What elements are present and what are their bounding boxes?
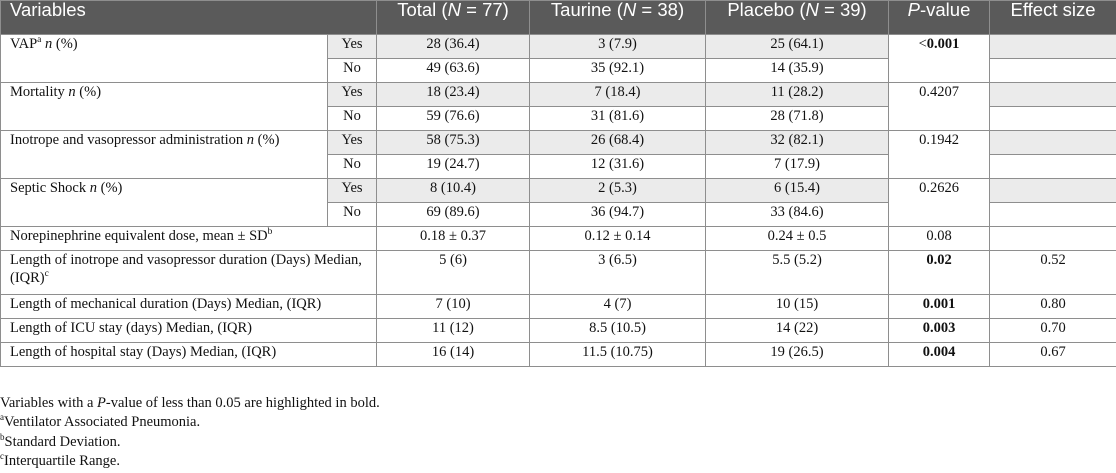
footnote-c: $^c$Interquartile Range.: [0, 451, 120, 469]
header-effect-size: Effect size: [990, 1, 1116, 35]
variable-label: [1, 319, 377, 343]
level-cell: No: [328, 59, 377, 83]
percent-suffix: (%): [52, 36, 78, 52]
placebo-cell: 19 (26.5): [706, 343, 889, 367]
variable-name: Mortality: [10, 84, 69, 100]
table-row: [1, 131, 1116, 155]
placebo-cell: 28 (71.8): [706, 107, 889, 131]
taurine-cell: 7 (18.4): [530, 83, 706, 107]
placebo-cell: 33 (84.6): [706, 203, 889, 227]
total-cell: 19 (24.7): [377, 155, 530, 179]
n-label: n: [68, 84, 76, 100]
p-value-cell: 0.02: [889, 251, 990, 295]
total-cell: 59 (76.6): [377, 107, 530, 131]
table-row: [1, 343, 1116, 367]
footnotes: [0, 394, 1110, 471]
taurine-cell: 4 (7): [530, 295, 706, 319]
p-value-cell: 0.003: [889, 319, 990, 343]
total-cell: 49 (63.6): [377, 59, 530, 83]
footnote-a: $^a$Ventilator Associated Pneumonia.: [0, 412, 201, 431]
effect-size-cell: 0.70: [990, 319, 1116, 343]
header-variables: Variables: [1, 1, 377, 35]
total-cell: 58 (75.3): [377, 131, 530, 155]
level-cell: No: [328, 107, 377, 131]
variable-name: Septic Shock: [10, 180, 90, 196]
taurine-cell: 35 (92.1): [530, 59, 706, 83]
level-cell: Yes: [328, 83, 377, 107]
header-p-value: P-value: [889, 1, 990, 35]
effect-size-cell: [990, 107, 1116, 131]
total-cell: 5 (6): [377, 251, 530, 295]
p-value: 0.1942: [919, 132, 959, 148]
p-value: 0.4207: [919, 84, 959, 100]
total-cell: 11 (12): [377, 319, 530, 343]
footnote-bold-note: Variables with a P-value of less than 0.05 are highlighted in bold.: [0, 395, 380, 411]
effect-size-cell: [990, 203, 1116, 227]
footnote-marker: c: [44, 269, 49, 280]
level-cell: Yes: [328, 179, 377, 203]
placebo-cell: 0.24 ± 0.5: [706, 227, 889, 251]
p-value-cell: 0.08: [889, 227, 990, 251]
taurine-cell: 3 (7.9): [530, 35, 706, 59]
table-row: [1, 295, 1116, 319]
total-cell: 18 (23.4): [377, 83, 530, 107]
percent-suffix: (%): [97, 180, 123, 196]
taurine-cell: 2 (5.3): [530, 179, 706, 203]
level-cell: Yes: [328, 35, 377, 59]
header-row: [1, 1, 1116, 35]
variable-label: [1, 343, 377, 367]
variable-name: Norepinephrine equivalent dose, mean ± SD: [10, 228, 268, 244]
p-value-prefix: <: [918, 36, 927, 52]
footnote-marker: b: [267, 227, 273, 238]
table-row: [1, 83, 1116, 107]
variable-name: Length of ICU stay (days) Median, (IQR): [10, 320, 253, 336]
variable-name: VAP: [10, 36, 38, 52]
taurine-cell: 11.5 (10.75): [530, 343, 706, 367]
percent-suffix: (%): [75, 84, 102, 100]
variable-name: Length of inotrope and vasopressor duration (Days) Median, (IQR): [10, 252, 362, 286]
taurine-cell: 26 (68.4): [530, 131, 706, 155]
variable-label: [1, 83, 328, 131]
table-row: [1, 319, 1116, 343]
n-label: n: [246, 132, 255, 148]
total-cell: 7 (10): [377, 295, 530, 319]
table-row: [1, 251, 1116, 295]
effect-size-cell: [990, 179, 1116, 203]
placebo-cell: 25 (64.1): [706, 35, 889, 59]
variable-label: [1, 295, 377, 319]
taurine-cell: 8.5 (10.5): [530, 319, 706, 343]
effect-size-cell: [990, 59, 1116, 83]
effect-size-cell: [990, 227, 1116, 251]
variable-label: [1, 179, 328, 227]
n-label: n: [44, 36, 53, 52]
placebo-cell: 14 (35.9): [706, 59, 889, 83]
effect-size-cell: 0.52: [990, 251, 1116, 295]
total-cell: 28 (36.4): [377, 35, 530, 59]
level-cell: No: [328, 155, 377, 179]
placebo-cell: 5.5 (5.2): [706, 251, 889, 295]
table-row: [1, 35, 1116, 59]
placebo-cell: 14 (22): [706, 319, 889, 343]
effect-size-cell: 0.67: [990, 343, 1116, 367]
p-value-cell: [889, 131, 990, 179]
table-row: [1, 227, 1116, 251]
table-body: [1, 35, 1116, 367]
variable-name: Inotrope and vasopressor administration: [10, 132, 247, 148]
effect-size-cell: [990, 131, 1116, 155]
footnote-marker: a: [37, 35, 42, 46]
header-total: Total (N = 77): [377, 1, 530, 35]
variable-name: Length of hospital stay (Days) Median, (IQR): [10, 344, 277, 360]
placebo-cell: 10 (15): [706, 295, 889, 319]
variable-label: [1, 251, 377, 295]
p-value-cell: [889, 35, 990, 83]
p-value-cell: [889, 179, 990, 227]
total-cell: 8 (10.4): [377, 179, 530, 203]
effect-size-cell: [990, 155, 1116, 179]
header-taurine: Taurine (N = 38): [530, 1, 706, 35]
variable-name: Length of mechanical duration (Days) Median, (IQR): [10, 296, 322, 312]
percent-suffix: (%): [254, 132, 280, 148]
placebo-cell: 11 (28.2): [706, 83, 889, 107]
p-value-cell: 0.001: [889, 295, 990, 319]
taurine-cell: 12 (31.6): [530, 155, 706, 179]
total-cell: 69 (89.6): [377, 203, 530, 227]
footnote-b: $^b$Standard Deviation.: [0, 431, 121, 450]
p-value-cell: [889, 83, 990, 131]
taurine-cell: 3 (6.5): [530, 251, 706, 295]
placebo-cell: 7 (17.9): [706, 155, 889, 179]
taurine-cell: 0.12 ± 0.14: [530, 227, 706, 251]
variable-label: [1, 227, 377, 251]
p-value: 0.2626: [919, 180, 959, 196]
taurine-cell: 31 (81.6): [530, 107, 706, 131]
n-label: n: [89, 180, 97, 196]
variable-label: [1, 131, 328, 179]
level-cell: Yes: [328, 131, 377, 155]
effect-size-cell: [990, 83, 1116, 107]
p-value: 0.001: [926, 36, 960, 52]
p-value-cell: 0.004: [889, 343, 990, 367]
level-cell: No: [328, 203, 377, 227]
taurine-cell: 36 (94.7): [530, 203, 706, 227]
total-cell: 0.18 ± 0.37: [377, 227, 530, 251]
placebo-cell: 6 (15.4): [706, 179, 889, 203]
placebo-cell: 32 (82.1): [706, 131, 889, 155]
table-row: [1, 179, 1116, 203]
effect-size-cell: [990, 35, 1116, 59]
variable-label: [1, 35, 328, 83]
header-placebo: Placebo (N = 39): [706, 1, 889, 35]
total-cell: 16 (14): [377, 343, 530, 367]
effect-size-cell: 0.80: [990, 295, 1116, 319]
